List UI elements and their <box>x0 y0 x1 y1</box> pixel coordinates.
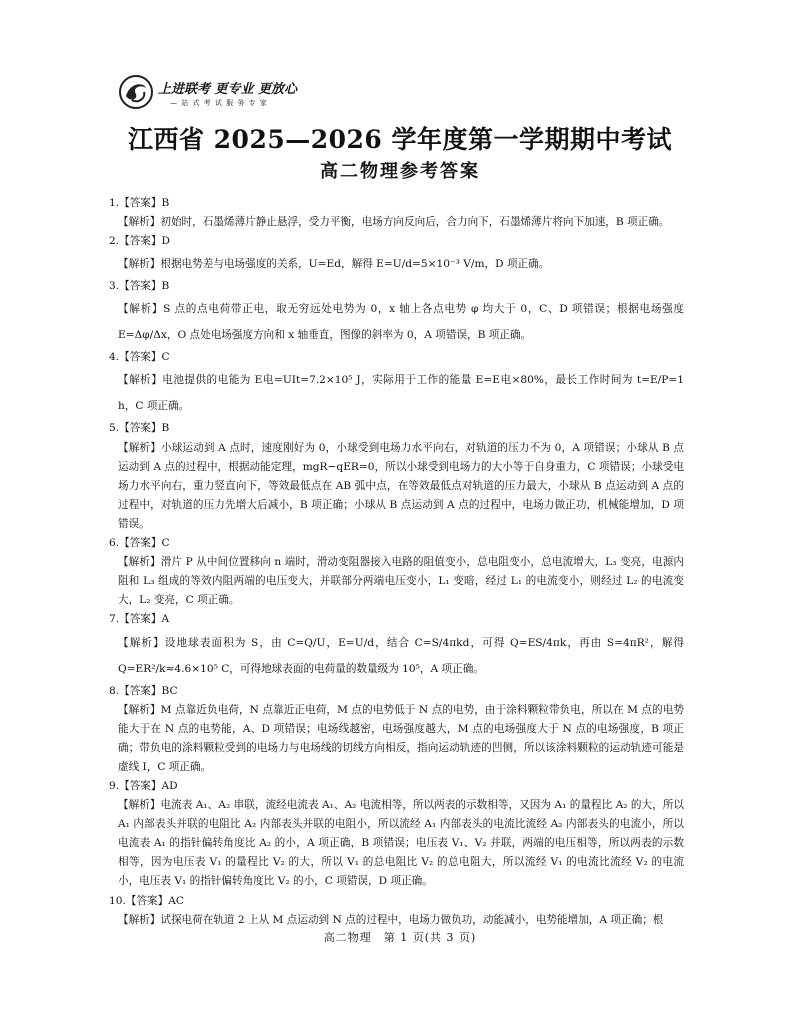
explanation-text: 【解析】M 点靠近负电荷，N 点靠近正电荷，M 点的电势低于 N 点的电势，由于涂料颗粒带负电，所以在 M 点的电势能大于在 N 点的电势能，A、D 项错误；电场线越密，电场强度越大，M 点的电场强度大于 N 点的电场强度，B 项正确；带负电的涂料颗粒受到的电场力与电场线的切线方向相反，指向运动轨迹的凹侧，所以该涂料颗粒的运动轨迹可能是虚线 Ⅰ，C 项正确。 <box>118 703 684 773</box>
question-number: 4. <box>109 351 120 364</box>
brand-logo <box>118 74 338 114</box>
page-subtitle: 高二物理参考答案 <box>320 161 480 182</box>
question-4 <box>109 348 684 419</box>
page-title: 江西省 2025—2026 学年度第一学期期中考试 <box>127 125 673 154</box>
answer-line <box>109 232 684 251</box>
question-8 <box>109 682 684 777</box>
answer-line <box>109 194 684 213</box>
answer-text: 【答案】BC <box>119 684 178 697</box>
answer-line <box>109 348 684 367</box>
question-number: 1. <box>109 197 120 209</box>
answer-line <box>109 610 684 629</box>
question-number: 8. <box>109 684 120 697</box>
answer-line <box>109 682 684 701</box>
explanation-text: 【解析】根据电势差与电场强度的关系，U=Ed，解得 E=U/d=5×10⁻³ V/m，D 项正确。 <box>118 258 550 271</box>
answer-text: 【答案】B <box>119 280 170 293</box>
answer-line <box>109 892 684 911</box>
question-9 <box>109 777 684 892</box>
question-number: 9. <box>109 779 120 792</box>
answer-text: 【答案】A <box>119 613 170 626</box>
explanation-text: 【解析】电流表 A₁、A₂ 串联，流经电流表 A₁、A₂ 电流相等，所以两表的示数相等，又因为 A₁ 的量程比 A₂ 的大，所以 A₁ 内部表头并联的电阻比 A₂ 内部表头并联的电阻小，所以流经 A₁ 内部表头的电流比流经 A₂ 内部表头的电流小，所以电流表 A₁ 的指针偏转角度比 A₂ 的小，A 项正确，B 项错误；电压表 V₁、V₂ 并联，两端的电压相等，所以两表的示数相等，因为电压表 V₁ 的量程比 V₂ 的大，所以 V₁ 的总电阻比 V₂ 的总电阻大，所以流经 V₁ 的电流比流经 V₂ 的电流小，电压表 V₁ 的指针偏转角度比 V₂ 的小，C 项错误，D 项正确。 <box>118 799 684 888</box>
answer-text: 【答案】B <box>119 197 170 209</box>
question-6 <box>109 534 684 610</box>
explanation-text: 【解析】S 点的点电荷带正电，取无穷远处电势为 0，x 轴上各点电势 φ 均大于 0，C、D 项错误；根据电场强度 E=Δφ/Δx，O 点处电场强度方向和 x 轴垂直，图像的斜率为 0，A 项错误，B 项正确。 <box>118 303 684 342</box>
question-number: 6. <box>109 537 120 550</box>
question-number: 7. <box>109 613 120 626</box>
explanation-text: 【解析】电池提供的电能为 E电=UIt=7.2×10⁵ J，实际用于工作的能量 E=E电×80%，最长工作时间为 t=E/P=1 h，C 项正确。 <box>118 374 684 413</box>
explanation-text: 【解析】小球运动到 A 点时，速度刚好为 0，小球受到电场力水平向右，对轨道的压力不为 0，A 项错误；小球从 B 点运动到 A 点的过程中，根据动能定理，mgR−qER=0，所以小球受到电场力的大小等于自身重力，C 项错误；小球受电场力水平向右，重力竖直向下，等效最低点在 AB 弧中点，在等效最低点对轨道的压力最大，小球从 B 点运动到 A 点的过程中，对轨道的压力先增大后减小，B 项正确；小球从 B 点运动到 A 点的过程中，电场力做正功，机械能增加，D 项错误。 <box>118 441 684 530</box>
question-5 <box>109 419 684 534</box>
answer-text: 【答案】C <box>119 351 170 364</box>
explanation-text: 【解析】滑片 P 从中间位置移向 n 端时，滑动变阻器接入电路的阻值变小，总电阻变小，总电流增大，L₃ 变亮，电源内阻和 L₃ 组成的等效内阻两端的电压变大，并联部分两端电压变小，L₁ 变暗，经过 L₁ 的电流变小，则经过 L₂ 的电流变大，L₂ 变亮，C 项正确。 <box>118 556 684 607</box>
page-footer: 高二物理 第 1 页(共 3 页) <box>323 931 477 944</box>
answer-text: 【答案】B <box>119 422 170 435</box>
brand-subtitle: — 站 式 考 试 服 务 专 家 <box>170 99 268 107</box>
answer-list <box>109 194 684 930</box>
question-number: 2. <box>109 235 120 248</box>
answer-text: 【答案】AC <box>125 894 184 907</box>
brand-slogan: 上进联考 更专业 更放心 <box>158 82 298 97</box>
question-number: 5. <box>109 422 120 435</box>
explanation-text: 【解析】初始时，石墨烯薄片静止悬浮，受力平衡，电场方向反向后，合力向下，石墨烯薄片将向下加速，B 项正确。 <box>118 216 670 229</box>
answer-line <box>109 534 684 553</box>
question-3 <box>109 277 684 348</box>
explanation-text: 【解析】设地球表面积为 S，由 C=Q/U，E=U/d，结合 C=S/4πkd，可得 Q=ES/4πk，再由 S=4πR²，解得 Q=ER²/k≈4.6×10⁵ C，可得地球表面的电荷量的数量级为 10⁵，A 项正确。 <box>118 636 684 675</box>
question-1 <box>109 194 684 232</box>
answer-line <box>109 777 684 796</box>
question-2 <box>109 232 684 277</box>
answer-line <box>109 277 684 296</box>
answer-text: 【答案】C <box>119 537 170 550</box>
question-10 <box>109 892 684 930</box>
question-number: 10. <box>109 894 126 907</box>
brand-swirl-icon <box>118 74 154 110</box>
answer-line <box>109 419 684 438</box>
answer-text: 【答案】AD <box>119 779 178 792</box>
answer-text: 【答案】D <box>119 235 170 248</box>
question-number: 3. <box>109 280 120 293</box>
question-7 <box>109 610 684 681</box>
explanation-text: 【解析】试探电荷在轨道 2 上从 M 点运动到 N 点的过程中，电场力做负功，动能减小，电势能增加，A 项正确；根 <box>118 913 664 926</box>
